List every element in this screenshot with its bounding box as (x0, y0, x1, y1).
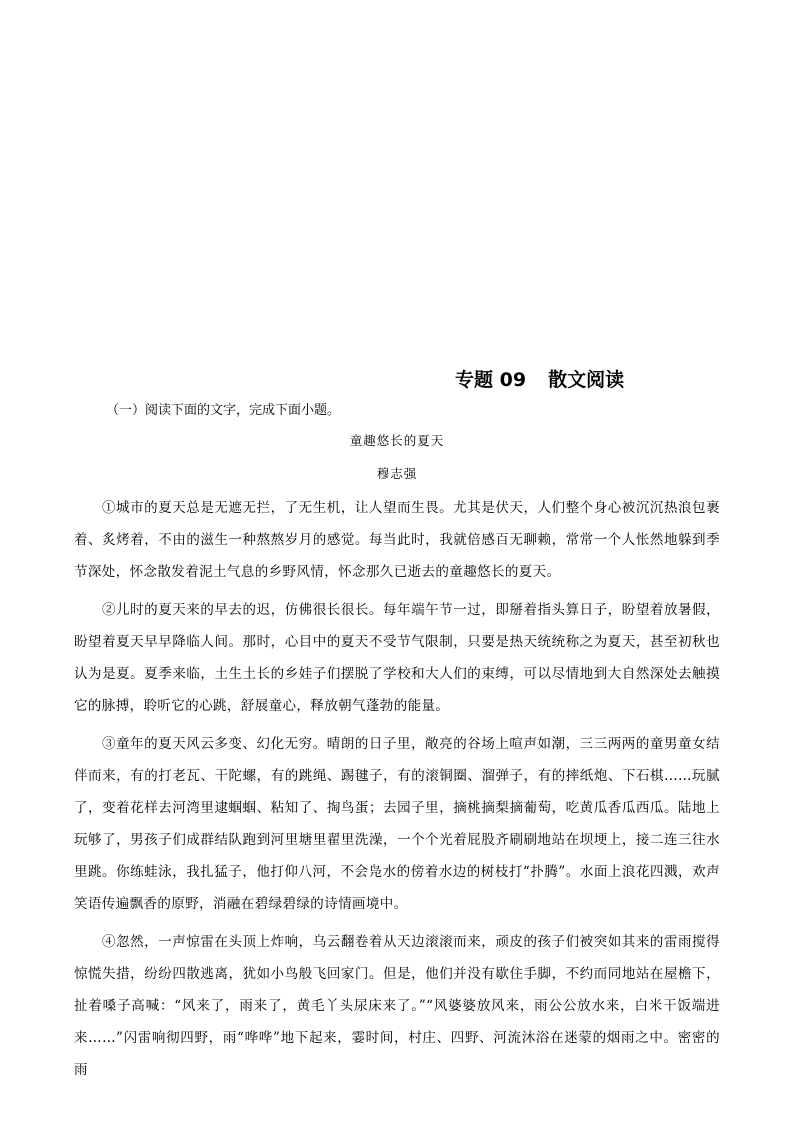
title-number: 专题 09 (455, 369, 527, 391)
page-title (455, 365, 624, 392)
essay-title: 童趣悠长的夏天 (349, 433, 445, 448)
paragraph-4: ④忽然，一声惊雷在头顶上炸响，乌云翻卷着从天边滚滚而来，顽皮的孩子们被突如其来的雷雨搅得惊慌失措，纷纷四散逃离，犹如小鸟般飞回家门。但是，他们并没有歇住手脚，不约而同地站在屋檐下，扯着嗓子高喊：“风来了，雨来了，黄毛丫头尿床来了。”“风婆婆放风来，雨公公放水来，白米干饭端进来……”闪雷响彻四野，雨“哗哗”地下起来，霎时间，村庄、四野、河流沐浴在迷蒙的烟雨之中。密密的雨 (74, 934, 720, 1078)
essay-body (74, 492, 720, 1092)
title-topic: 散文阅读 (548, 369, 625, 391)
paragraph-2: ②儿时的夏天来的早去的迟，仿佛很长很长。每年端午节一过，即掰着指头算日子，盼望着放暑假，盼望着夏天早早降临人间。那时，心目中的夏天不受节气限制，只要是热天统统称之为夏天，甚至初秋也认为是夏。夏季来临，土生土长的乡娃子们摆脱了学校和大人们的束缚，可以尽情地到大自然深处去触摸它的脉搏，聆听它的心跳，舒展童心，释放朝气蓬勃的能量。 (74, 602, 720, 714)
paragraph-3: ③童年的夏天风云多变、幻化无穷。晴朗的日子里，敞亮的谷场上喧声如潮，三三两两的童男童女结伴而来，有的打老瓦、干陀螺，有的跳绳、踢毽子，有的滚铜圈、溜弹子，有的摔纸炮、下石棋……玩腻了，变着花样去河湾里逮蝈蝈、粘知了、掏鸟蛋；去园子里，摘桃摘梨摘葡萄，吃黄瓜香瓜西瓜。陆地上玩够了，男孩子们成群结队跑到河里塘里翟里洗澡，一个个光着屁股齐刷刷地站在坝埂上，接二连三往水里跳。你练蛙泳，我扎猛子，他打仰八河，不会凫水的傍着水边的树枝打“扑腾”。水面上浪花四溅，欢声笑语传遍飘香的原野，消融在碧绿碧绿的诗情画境中。 (74, 736, 720, 912)
reading-instruction: （一）阅读下面的文字，完成下面小题。 (106, 403, 341, 418)
essay-author: 穆志强 (376, 466, 418, 481)
paragraph-1: ①城市的夏天总是无遮无拦，了无生机，让人望而生畏。尤其是伏天，人们整个身心被沉沉热浪包裹着、炙烤着，不由的滋生一种熬熬岁月的感觉。每当此时，我就倍感百无聊赖，常常一个人怅然地躲到季节深处，怀念散发着泥土气息的乡野风情，怀念那久已逝去的童趣悠长的夏天。 (74, 500, 720, 580)
